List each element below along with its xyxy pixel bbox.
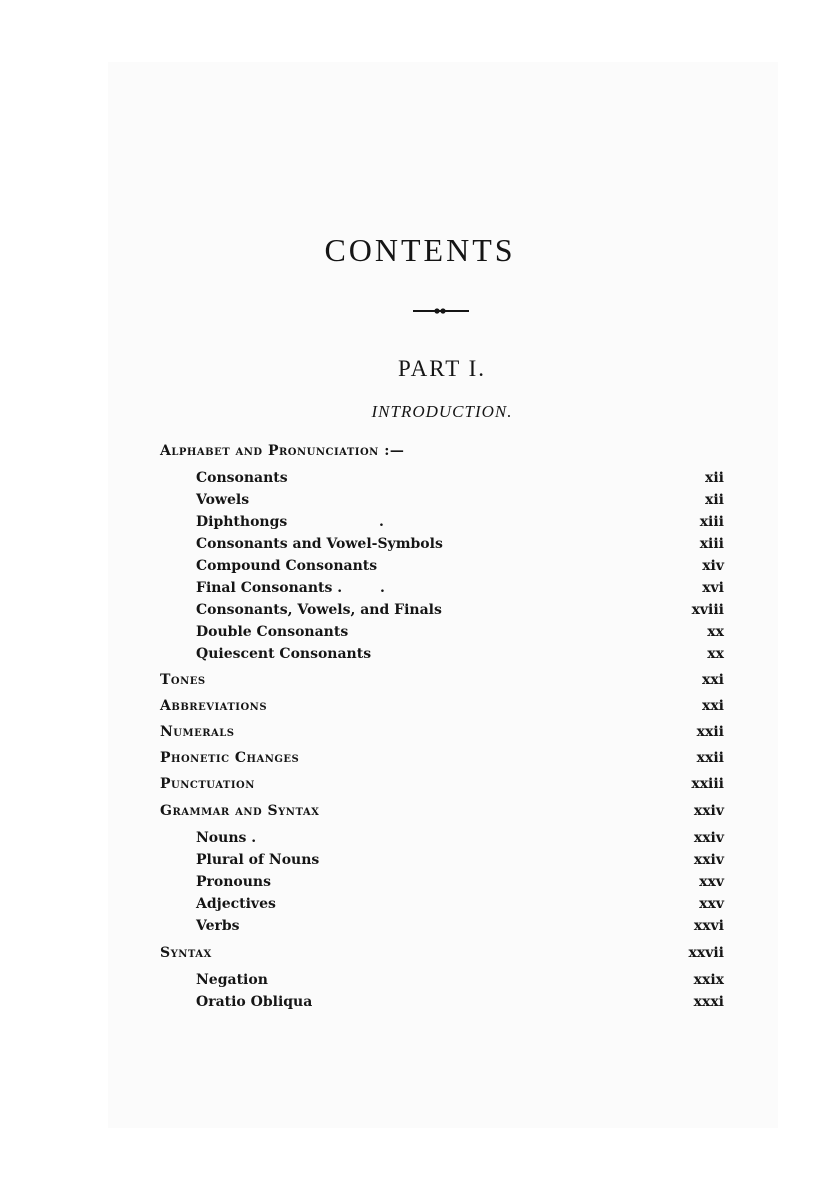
toc-entry-page: xxxi [693, 994, 724, 1010]
leader-dot: . [380, 580, 385, 596]
toc-entry-label: Final Consonants . [196, 580, 343, 596]
toc-entry-page: xxi [701, 698, 724, 714]
toc-entry-label: Diphthongs [196, 514, 288, 530]
toc-entry [160, 670, 724, 690]
toc-entry-page: xiv [702, 558, 724, 574]
toc-entry-page: xii [705, 492, 724, 508]
toc-entry-page: xxix [693, 972, 724, 988]
toc-entry-page: xxi [701, 672, 724, 688]
toc-entry [160, 441, 724, 461]
toc-entry-label: Punctuation [160, 776, 255, 792]
toc-entry-page: xx [707, 624, 724, 640]
toc-entry [160, 696, 724, 716]
toc-entry [160, 722, 724, 742]
toc-entry-page: xxiv [693, 852, 724, 868]
toc-entry [196, 534, 724, 554]
section-heading: INTRODUCTION. [371, 402, 513, 421]
toc-entry [196, 622, 724, 642]
part-heading: PART I. [397, 356, 487, 381]
toc-entry [196, 970, 724, 990]
toc-entry-label: Double Consonants [196, 624, 349, 640]
toc-entry-page: xxvi [693, 918, 724, 934]
toc-entry-page: xxv [699, 874, 724, 890]
toc-entry-page: xxiv [693, 803, 724, 819]
toc-entry-page: xxvii [688, 945, 724, 961]
ornament-divider-icon [413, 305, 469, 317]
toc-entry-page: xx [707, 646, 724, 662]
toc-entry [160, 774, 724, 794]
toc-entry-label: Negation [196, 972, 268, 988]
toc-entry [160, 748, 724, 768]
toc-entry-label: Pronouns [196, 874, 271, 890]
toc-entry-label: Quiescent Consonants [196, 646, 372, 662]
toc-entry [196, 992, 724, 1012]
page-title: CONTENTS [324, 232, 516, 268]
toc-entry-label: Plural of Nouns [196, 852, 320, 868]
toc-entry [196, 490, 724, 510]
toc-entry-page: xiii [699, 536, 724, 552]
toc-entry [196, 556, 724, 576]
toc-entry [160, 801, 724, 821]
toc-entry [196, 644, 724, 664]
toc-entry-page: xxii [696, 724, 724, 740]
toc-entry-page: xxiv [693, 830, 724, 846]
toc-entry [160, 943, 724, 963]
toc-entry [196, 578, 724, 598]
toc-entry [196, 468, 724, 488]
toc-entry-page: xxii [696, 750, 724, 766]
toc-entry-page: xvi [702, 580, 724, 596]
toc-entry-page: xxv [699, 896, 724, 912]
toc-entry-label: Consonants, Vowels, and Finals [196, 602, 442, 618]
toc-entry-label: Consonants [196, 470, 288, 486]
toc-entry-page: xviii [691, 602, 724, 618]
toc-entry [196, 600, 724, 620]
toc-entry [196, 872, 724, 892]
toc-entry-label: Abbreviations [160, 698, 268, 714]
leader-dot: . [379, 514, 384, 530]
toc-entry-page: xiii [699, 514, 724, 530]
toc-entry [196, 512, 724, 532]
toc-entry-page: xxiii [691, 776, 724, 792]
toc-entry-label: Consonants and Vowel-Symbols [196, 536, 443, 552]
toc-entry-label: Compound Consonants [196, 558, 378, 574]
toc-entry-page: xii [705, 470, 724, 486]
toc-entry [196, 916, 724, 936]
toc-entry [196, 850, 724, 870]
toc-entry-label: Verbs [196, 918, 240, 934]
toc-entry [196, 828, 724, 848]
toc-entry-label: Vowels [196, 492, 250, 508]
toc-entry-label: Numerals [160, 724, 235, 740]
toc-entry [196, 894, 724, 914]
toc-entry-label: Syntax [160, 945, 212, 961]
toc-entry-label: Oratio Obliqua [196, 994, 313, 1010]
toc-entry-label: Adjectives [196, 896, 276, 912]
toc-entry-label: Phonetic Changes [160, 750, 300, 766]
toc-entry-label: Nouns . [196, 830, 257, 846]
toc-entry-label: Alphabet and Pronunciation :— [160, 443, 405, 459]
toc-entry-label: Grammar and Syntax [160, 803, 320, 819]
toc-entry-label: Tones [160, 672, 206, 688]
